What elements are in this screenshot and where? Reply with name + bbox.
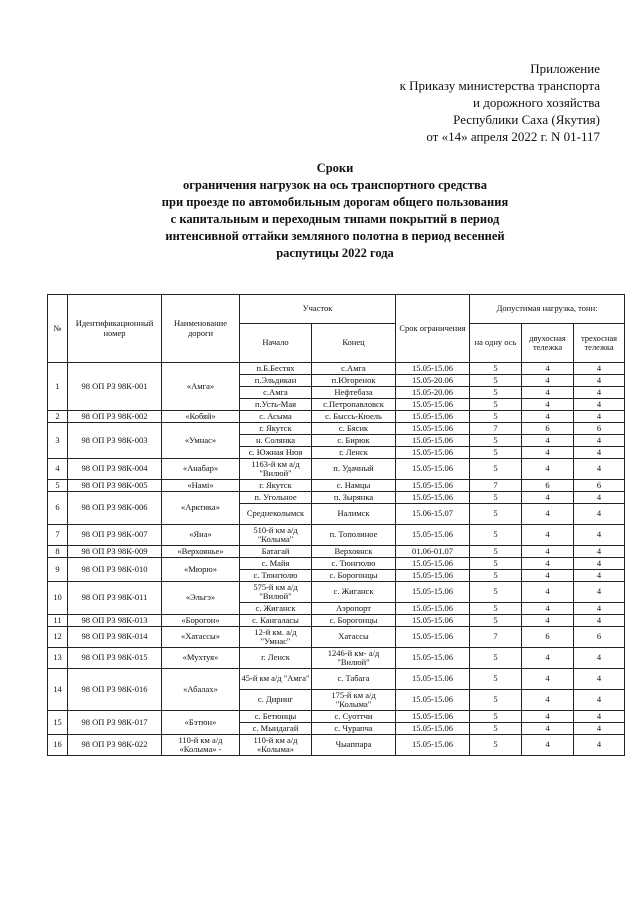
table-row [48,627,625,648]
cell-double-axle: 4 [522,735,574,756]
cell-start: с. Жиганск [240,603,312,615]
cell-single-axle: 5 [470,492,522,504]
cell-double-axle: 4 [522,615,574,627]
cell-single-axle: 5 [470,363,522,375]
cell-single-axle: 5 [470,399,522,411]
table-row [48,582,625,603]
cell-start: с.Амга [240,387,312,399]
cell-double-axle: 4 [522,411,574,423]
cell-double-axle: 4 [522,570,574,582]
cell-period: 15.05-15.06 [396,459,470,480]
cell-start: 510-й км а/д "Колыма" [240,525,312,546]
cell-start: 110-й км а/д «Колыма» [240,735,312,756]
cell-start: с. Тюнгюлю [240,570,312,582]
cell-ident: 98 ОП РЗ 98К-009 [68,546,162,558]
cell-ident: 98 ОП РЗ 98К-007 [68,525,162,546]
cell-start: г. Якутск [240,423,312,435]
cell-num: 3 [48,423,68,459]
cell-period: 15.05-15.06 [396,603,470,615]
cell-road-name: «Бэтюн» [162,711,240,735]
cell-triple-axle: 6 [574,480,625,492]
cell-end: Хатассы [312,627,396,648]
cell-double-axle: 4 [522,558,574,570]
table-row [48,423,625,435]
cell-single-axle: 5 [470,711,522,723]
appendix-block [400,60,600,145]
cell-end: с.Амга [312,363,396,375]
cell-period: 15.05-15.06 [396,723,470,735]
cell-ident: 98 ОП РЗ 98К-003 [68,423,162,459]
cell-ident: 98 ОП РЗ 98К-011 [68,582,162,615]
cell-ident: 98 ОП РЗ 98К-014 [68,627,162,648]
cell-triple-axle: 4 [574,735,625,756]
cell-triple-axle: 4 [574,582,625,603]
table-row [48,480,625,492]
cell-single-axle: 7 [470,627,522,648]
cell-single-axle: 7 [470,423,522,435]
cell-triple-axle: 4 [574,603,625,615]
cell-double-axle: 4 [522,504,574,525]
cell-end: с. Бясик [312,423,396,435]
cell-period: 15.05-15.06 [396,711,470,723]
cell-road-name: «Мюрю» [162,558,240,582]
cell-period: 15.05-15.06 [396,690,470,711]
cell-double-axle: 4 [522,525,574,546]
cell-period: 15.05-15.06 [396,480,470,492]
cell-triple-axle: 4 [574,570,625,582]
table-row [48,615,625,627]
appendix-line: Приложение [530,61,600,76]
cell-period: 15.05-20.06 [396,387,470,399]
cell-single-axle: 5 [470,375,522,387]
cell-period: 15.05-15.06 [396,648,470,669]
cell-triple-axle: 4 [574,711,625,723]
table-row [48,711,625,723]
cell-double-axle: 6 [522,423,574,435]
cell-road-name: «Анабар» [162,459,240,480]
cell-road-name: «Умнас» [162,423,240,459]
cell-road-name: «Мухтуя» [162,648,240,669]
header-double-axle: двухосная тележка [522,324,574,363]
header-road-name: Наименование дороги [162,295,240,363]
cell-single-axle: 5 [470,582,522,603]
cell-road-name: «Верхоянье» [162,546,240,558]
cell-road-name: «Намі» [162,480,240,492]
title-line: интенсивной оттайки земляного полотна в период весенней [165,229,505,243]
cell-double-axle: 4 [522,603,574,615]
cell-road-name: «Кобяй» [162,411,240,423]
cell-end: п.Югоренок [312,375,396,387]
cell-ident: 98 ОП РЗ 98К-013 [68,615,162,627]
cell-single-axle: 5 [470,603,522,615]
cell-ident: 98 ОП РЗ 98К-001 [68,363,162,411]
title-line: при проезде по автомобильным дорогам общего пользования [161,195,509,209]
cell-road-name: «Амга» [162,363,240,411]
cell-triple-axle: 6 [574,423,625,435]
cell-num: 2 [48,411,68,423]
cell-period: 15.05-15.06 [396,525,470,546]
cell-single-axle: 5 [470,447,522,459]
cell-single-axle: 5 [470,735,522,756]
cell-triple-axle: 4 [574,525,625,546]
cell-triple-axle: 6 [574,627,625,648]
cell-period: 15.05-15.06 [396,570,470,582]
cell-end: п. Зырянка [312,492,396,504]
cell-ident: 98 ОП РЗ 98К-002 [68,411,162,423]
cell-start: с. Южная Нюя [240,447,312,459]
cell-end: 175-й км а/д "Колыма" [312,690,396,711]
cell-end: Нефтебаза [312,387,396,399]
table-row [48,525,625,546]
cell-single-axle: 7 [470,480,522,492]
header-num: № [48,295,68,363]
cell-period: 15.05-15.06 [396,423,470,435]
cell-period: 15.05-15.06 [396,363,470,375]
cell-triple-axle: 4 [574,411,625,423]
cell-single-axle: 5 [470,690,522,711]
cell-end: с. Бирюк [312,435,396,447]
cell-start: 12-й км. а/д "Умнас" [240,627,312,648]
cell-start: с. Мындагай [240,723,312,735]
cell-double-axle: 4 [522,669,574,690]
header-section: Участок [240,295,396,324]
cell-double-axle: 4 [522,399,574,411]
cell-start: 1163-й км а/д "Вилюй" [240,459,312,480]
table-row [48,459,625,480]
cell-single-axle: 5 [470,546,522,558]
cell-single-axle: 5 [470,558,522,570]
cell-end: Чыаппара [312,735,396,756]
cell-road-name: «Абалах» [162,669,240,711]
cell-end: с. Табага [312,669,396,690]
cell-ident: 98 ОП РЗ 98К-005 [68,480,162,492]
cell-triple-axle: 4 [574,435,625,447]
cell-triple-axle: 4 [574,363,625,375]
cell-single-axle: 5 [470,387,522,399]
appendix-line: к Приказу министерства транспорта [399,78,600,93]
cell-ident: 98 ОП РЗ 98К-022 [68,735,162,756]
header-ident: Идентификационный номер [68,295,162,363]
cell-end: с. Борогонцы [312,570,396,582]
cell-road-name: «Эльгэ» [162,582,240,615]
table-row [48,558,625,570]
cell-double-axle: 4 [522,711,574,723]
cell-end: п. Тополиное [312,525,396,546]
cell-triple-axle: 4 [574,615,625,627]
cell-double-axle: 4 [522,723,574,735]
cell-end: с. Быссь-Кюель [312,411,396,423]
table-row [48,669,625,690]
table-row [48,363,625,375]
cell-period: 15.05-15.06 [396,735,470,756]
cell-start: с. Асыма [240,411,312,423]
cell-triple-axle: 4 [574,504,625,525]
header-single-axle: на одну ось [470,324,522,363]
cell-double-axle: 4 [522,375,574,387]
cell-start: с. Бетюнцы [240,711,312,723]
cell-num: 11 [48,615,68,627]
cell-triple-axle: 4 [574,387,625,399]
cell-end: с. Намцы [312,480,396,492]
appendix-line: Республики Саха (Якутия) [453,112,600,127]
cell-end: с. Тюнгюлю [312,558,396,570]
cell-start: п.Усть-Мая [240,399,312,411]
cell-period: 15.05-15.06 [396,411,470,423]
cell-period: 01.06-01.07 [396,546,470,558]
cell-triple-axle: 4 [574,459,625,480]
cell-period: 15.05-15.06 [396,669,470,690]
cell-period: 15.05-15.06 [396,435,470,447]
cell-double-axle: 4 [522,459,574,480]
cell-single-axle: 5 [470,615,522,627]
table-body [48,363,625,756]
title-line: Сроки [316,161,354,175]
cell-end: с.Петропавловск [312,399,396,411]
cell-num: 10 [48,582,68,615]
cell-triple-axle: 4 [574,648,625,669]
header-start: Начало [240,324,312,363]
cell-num: 13 [48,648,68,669]
title-line: распутицы 2022 года [276,246,394,260]
cell-end: Налимск [312,504,396,525]
cell-start: п.Эльдикан [240,375,312,387]
cell-double-axle: 4 [522,690,574,711]
cell-period: 15.05-15.06 [396,615,470,627]
cell-double-axle: 4 [522,648,574,669]
cell-double-axle: 6 [522,480,574,492]
cell-period: 15.05-15.06 [396,582,470,603]
document-title [100,160,570,262]
cell-ident: 98 ОП РЗ 98К-017 [68,711,162,735]
cell-num: 9 [48,558,68,582]
header-triple-axle: трехосная тележка [574,324,625,363]
cell-start: с. Кангаласы [240,615,312,627]
cell-end: с. Жиганск [312,582,396,603]
cell-road-name: 110-й км а/д «Колыма» - [162,735,240,756]
cell-double-axle: 4 [522,582,574,603]
cell-double-axle: 4 [522,363,574,375]
cell-period: 15.05-15.06 [396,399,470,411]
cell-single-axle: 5 [470,459,522,480]
cell-num: 4 [48,459,68,480]
cell-double-axle: 4 [522,546,574,558]
cell-end: Аэропорт [312,603,396,615]
header-load: Допустимая нагрузка, тонн: [470,295,625,324]
cell-num: 16 [48,735,68,756]
cell-start: Батагай [240,546,312,558]
cell-ident: 98 ОП РЗ 98К-010 [68,558,162,582]
cell-road-name: «Яна» [162,525,240,546]
title-line: ограничения нагрузок на ось транспортного средства [183,178,487,192]
cell-start: с. Майя [240,558,312,570]
table-row [48,492,625,504]
cell-num: 12 [48,627,68,648]
cell-road-name: «Борогон» [162,615,240,627]
header-period: Срок ограничения [396,295,470,363]
cell-start: Среднеколымск [240,504,312,525]
cell-triple-axle: 4 [574,723,625,735]
cell-single-axle: 5 [470,411,522,423]
restrictions-table [47,294,625,756]
cell-double-axle: 4 [522,492,574,504]
cell-ident: 98 ОП РЗ 98К-016 [68,669,162,711]
cell-period: 15.05-20.06 [396,375,470,387]
cell-triple-axle: 4 [574,669,625,690]
table-row [48,735,625,756]
cell-triple-axle: 4 [574,546,625,558]
table-row [48,411,625,423]
cell-single-axle: 5 [470,723,522,735]
cell-end: Верхоянск [312,546,396,558]
cell-end: 1246-й км- а/д "Вилюй" [312,648,396,669]
cell-start: 45-й км а/д "Амга" [240,669,312,690]
cell-period: 15.06-15.07 [396,504,470,525]
cell-period: 15.05-15.06 [396,627,470,648]
cell-start: 575-й км а/д "Вилюй" [240,582,312,603]
cell-end: г. Ленск [312,447,396,459]
cell-triple-axle: 4 [574,558,625,570]
cell-start: г. Якутск [240,480,312,492]
cell-road-name: «Арктика» [162,492,240,525]
cell-ident: 98 ОП РЗ 98К-004 [68,459,162,480]
cell-single-axle: 5 [470,570,522,582]
cell-num: 15 [48,711,68,735]
cell-double-axle: 4 [522,435,574,447]
cell-period: 15.05-15.06 [396,447,470,459]
cell-single-axle: 5 [470,648,522,669]
cell-end: с. Борогонцы [312,615,396,627]
cell-double-axle: 4 [522,447,574,459]
table-row [48,648,625,669]
title-line: с капитальным и переходным типами покрытий в период [170,212,500,226]
cell-end: с. Суоттчи [312,711,396,723]
cell-num: 6 [48,492,68,525]
table-row [48,546,625,558]
cell-end: с. Чурапча [312,723,396,735]
cell-start: г. Ленск [240,648,312,669]
cell-num: 7 [48,525,68,546]
cell-double-axle: 6 [522,627,574,648]
cell-single-axle: 5 [470,435,522,447]
cell-start: с. Диринг [240,690,312,711]
appendix-line: и дорожного хозяйства [473,95,600,110]
cell-ident: 98 ОП РЗ 98К-006 [68,492,162,525]
cell-start: н. Солянка [240,435,312,447]
cell-start: п. Угольное [240,492,312,504]
cell-ident: 98 ОП РЗ 98К-015 [68,648,162,669]
cell-triple-axle: 4 [574,375,625,387]
cell-single-axle: 5 [470,669,522,690]
cell-num: 1 [48,363,68,411]
cell-start: п.Б.Бестях [240,363,312,375]
cell-num: 8 [48,546,68,558]
cell-end: п. Удачный [312,459,396,480]
cell-triple-axle: 4 [574,492,625,504]
cell-period: 15.05-15.06 [396,492,470,504]
appendix-line: от «14» апреля 2022 г. N 01-117 [426,129,600,144]
cell-num: 5 [48,480,68,492]
cell-single-axle: 5 [470,525,522,546]
cell-triple-axle: 4 [574,690,625,711]
cell-single-axle: 5 [470,504,522,525]
cell-period: 15.05-15.06 [396,558,470,570]
cell-num: 14 [48,669,68,711]
cell-triple-axle: 4 [574,447,625,459]
cell-double-axle: 4 [522,387,574,399]
header-end: Конец [312,324,396,363]
cell-triple-axle: 4 [574,399,625,411]
cell-road-name: «Хатассы» [162,627,240,648]
